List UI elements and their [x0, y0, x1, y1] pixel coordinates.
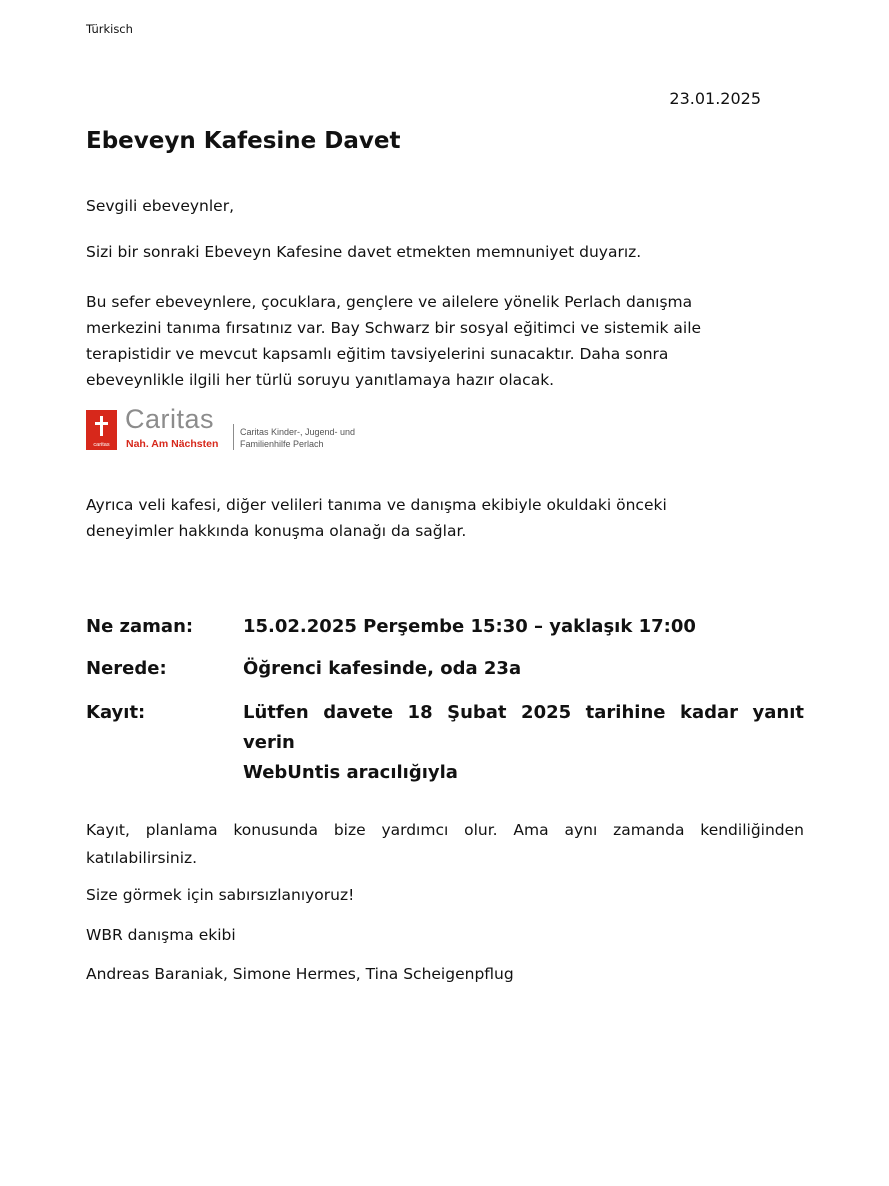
cafe-line: Ayrıca veli kafesi, diğer velileri tanıma ve danışma ekibiyle okuldaki önceki [86, 496, 667, 514]
logo-tagline: Nah. Am Nächsten [126, 438, 219, 450]
info-line: terapistidir ve mevcut kapsamlı eğitim tavsiyelerini sunacaktır. Daha sonra [86, 345, 669, 363]
letter-title: Ebeveyn Kafesine Davet [86, 128, 401, 154]
intro-text: Sizi bir sonraki Ebeveyn Kafesine davet etmekten memnuniyet duyarız. [86, 243, 642, 261]
caritas-logo [86, 404, 386, 454]
logo-subtitle-line: Familienhilfe Perlach [240, 439, 324, 449]
logo-mark-text: caritas [93, 442, 110, 448]
logo-subtitle [240, 426, 355, 450]
logo-wordmark: Caritas [125, 404, 215, 434]
greeting: Sevgili ebeveynler, [86, 197, 234, 215]
when-label: Ne zaman: [86, 616, 194, 637]
logo-subtitle-line: Caritas Kinder-, Jugend- und [240, 427, 356, 437]
team-members: Andreas Baraniak, Simone Hermes, Tina Scheigenpflug [86, 965, 514, 983]
registration-line: Lütfen davete 18 Şubat 2025 tarihine kadar yanıt verin [243, 702, 804, 753]
registration-line: WebUntis aracılığıyla [243, 762, 458, 783]
logo-divider [233, 424, 234, 450]
team-name: WBR danışma ekibi [86, 926, 236, 944]
where-value: Öğrenci kafesinde, oda 23a [243, 658, 522, 679]
info-line: ebeveynlikle ilgili her türlü soruyu yanıtlamaya hazır olacak. [86, 371, 555, 389]
when-value: 15.02.2025 Perşembe 15:30 – yaklaşık 17:00 [243, 616, 696, 637]
cafe-paragraph [86, 492, 776, 544]
registration-value [243, 698, 804, 788]
cafe-line: deneyimler hakkında konuşma olanağı da sağlar. [86, 522, 467, 540]
info-line: Bu sefer ebeveynlere, çocuklara, gençlere ve ailelere yönelik Perlach danışma [86, 293, 693, 311]
info-paragraph [86, 289, 776, 393]
letter-date: 23.01.2025 [669, 89, 761, 108]
where-label: Nerede: [86, 658, 167, 679]
registration-note: Kayıt, planlama konusunda bize yardımcı olur. Ama aynı zamanda kendiliğinden katılabilirsiniz. [86, 821, 804, 867]
info-line: merkezini tanıma fırsatınız var. Bay Schwarz bir sosyal eğitimci ve sistemik aile [86, 319, 702, 337]
caritas-cross-icon [86, 410, 117, 450]
registration-label: Kayıt: [86, 702, 146, 723]
looking-forward-text: Size görmek için sabırsızlanıyoruz! [86, 886, 355, 904]
language-label: Türkisch [86, 22, 133, 36]
